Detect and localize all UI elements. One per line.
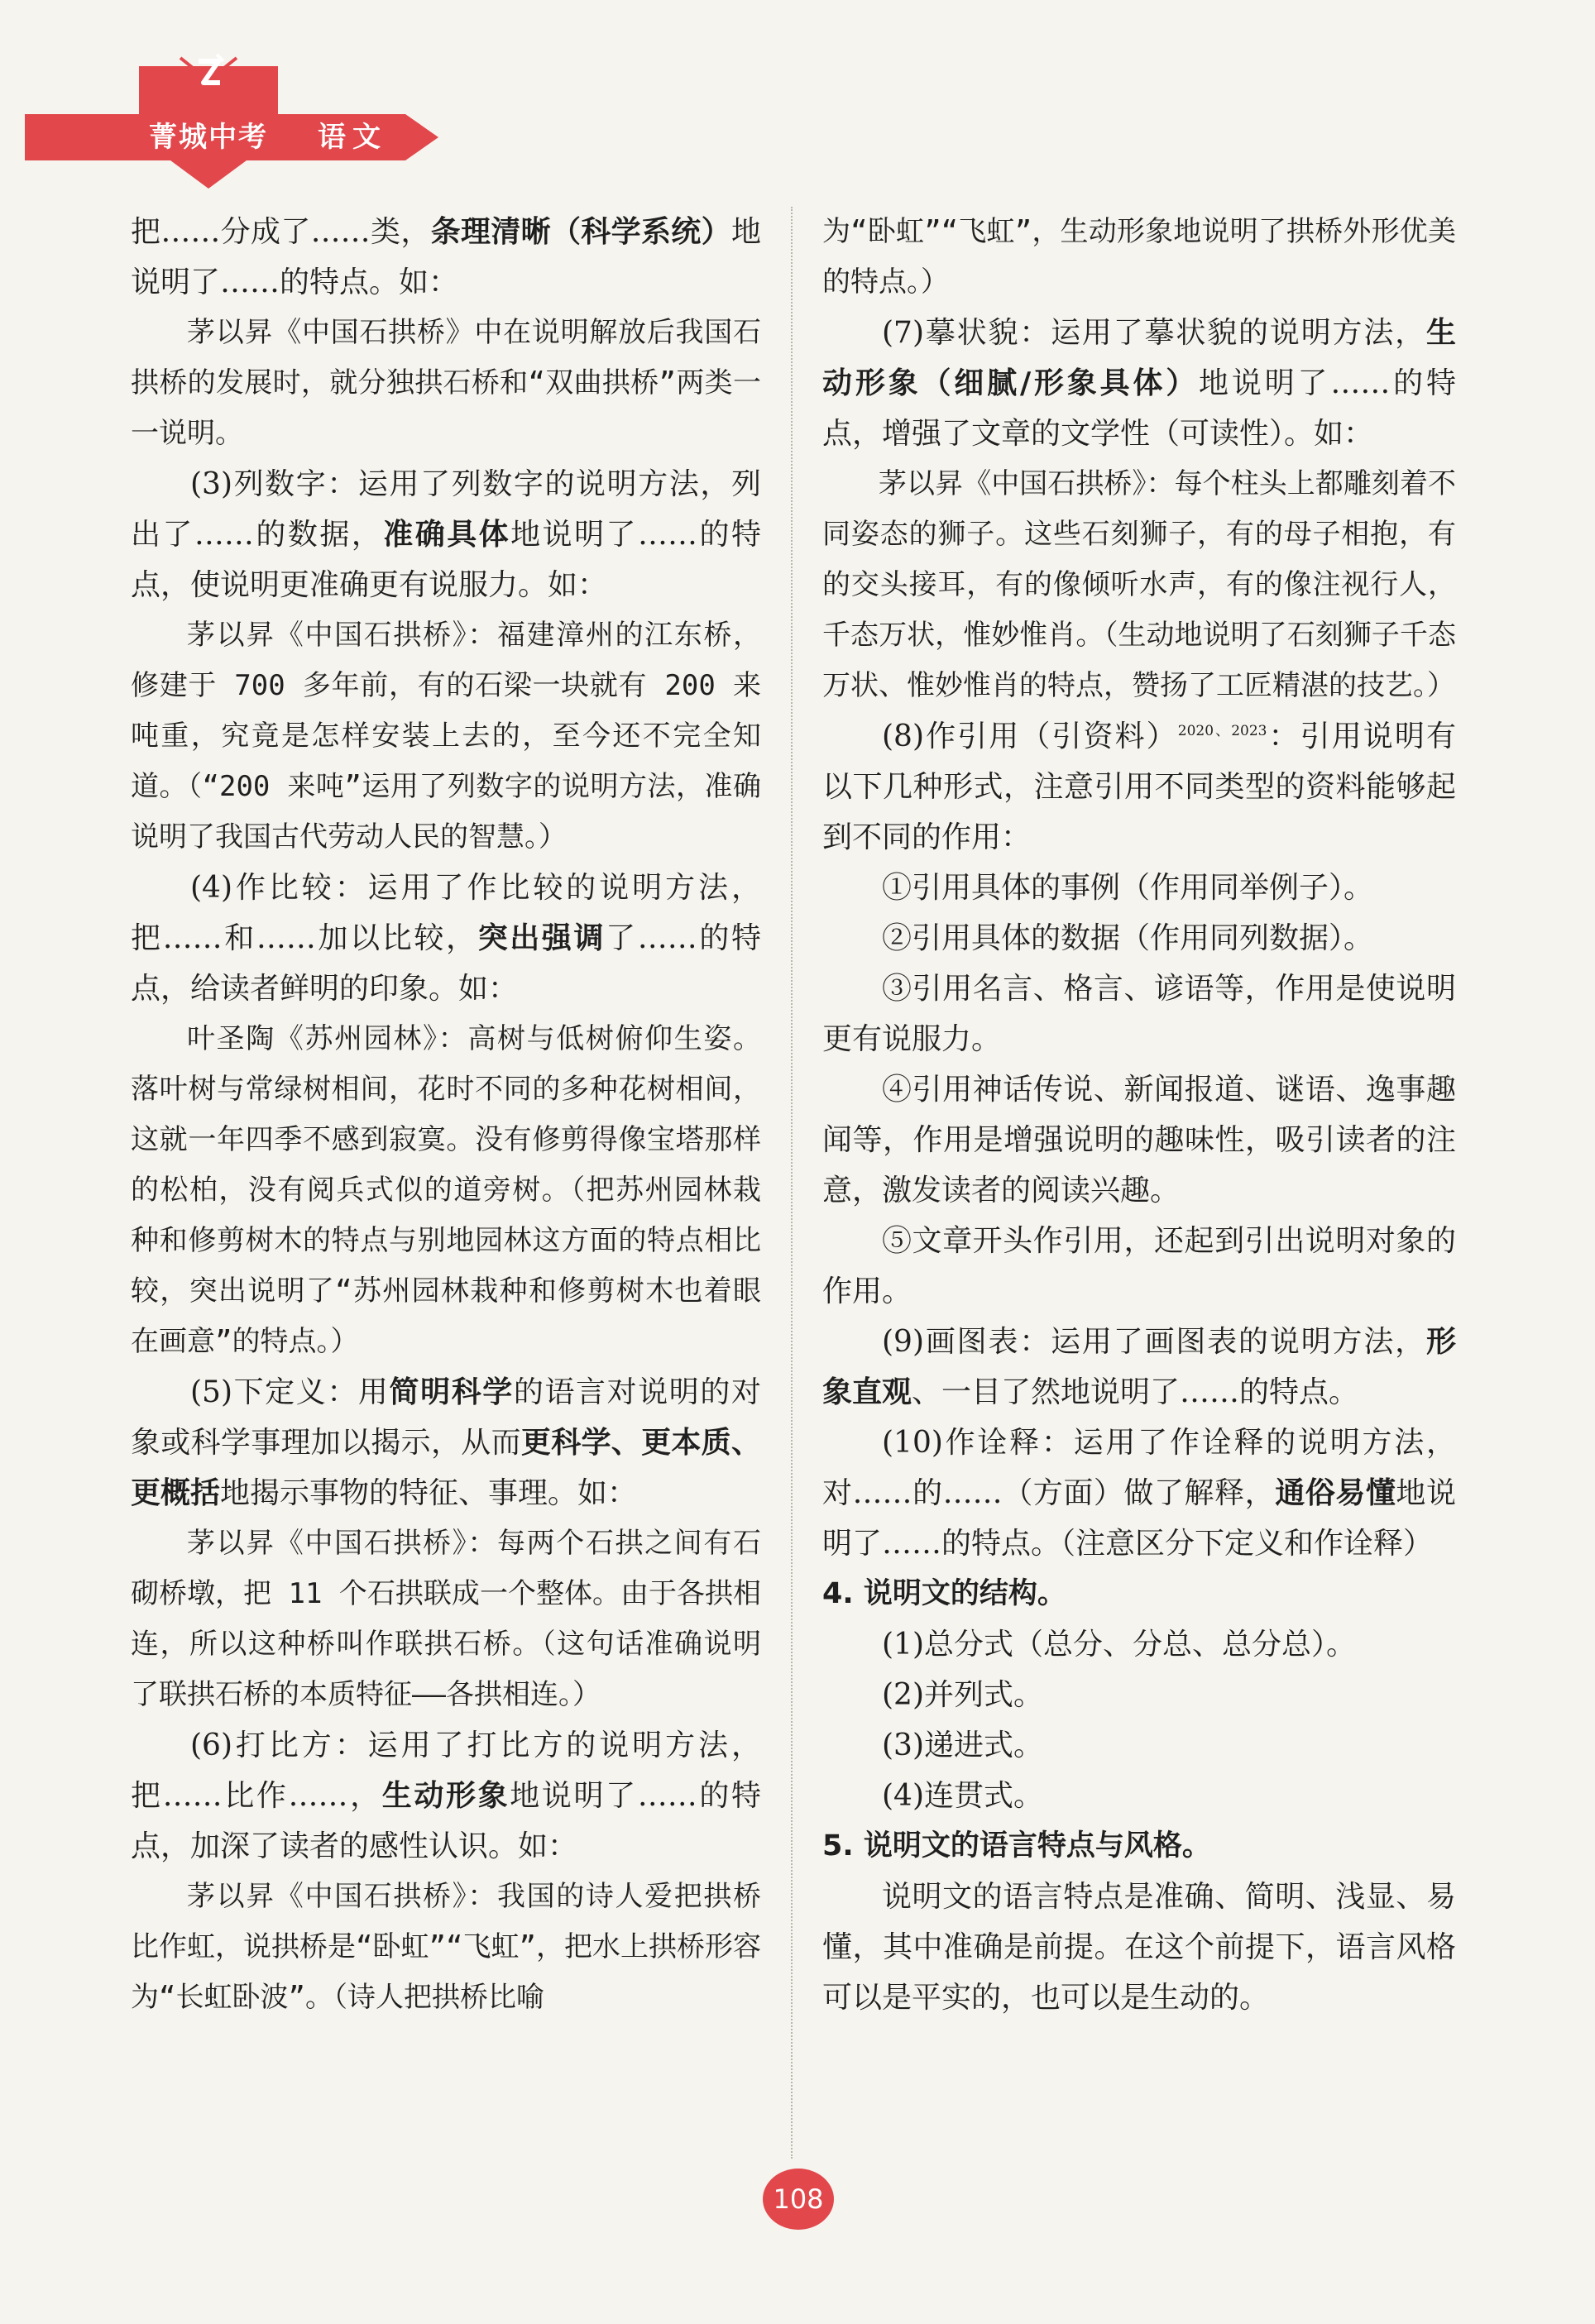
section-heading-structure: 4. 说明文的结构。 — [822, 1577, 1066, 1610]
method-classification-end: 把……分成了……类，条理清晰（科学系统）地说明了……的特点。如： — [131, 215, 761, 299]
example-comparison: 叶圣陶《苏州园林》：高树与低树俯仰生姿。落叶树与常绿树相间，花时不同的多种花树相间，这就一年四季不感到寂寞。没有修剪得像宝塔那样的松柏，没有阅兵式似的道旁树。（把苏州园林栽种和修剪树木的特点与别地园林这方面的特点相比较，突出说明了“苏州园林栽种和修剪树木也着眼在画意”的特点。） — [131, 1022, 761, 1358]
example-classification: 茅以昇《中国石拱桥》中在说明解放后我国石拱桥的发展时，就分独拱石桥和“双曲拱桥”两类一一说明。 — [131, 316, 761, 450]
example-definition: 茅以昇《中国石拱桥》：每两个石拱之间有石砌桥墩，把 11 个石拱联成一个整体。由于各拱相连，所以这种桥叫作联拱石桥。（这句话准确说明了联拱石桥的本质特征——各拱相连。） — [131, 1527, 761, 1711]
example-analogy-continued: 为“卧虹”“飞虹”，生动形象地说明了拱桥外形优美的特点。） — [822, 215, 1456, 299]
language-paragraph: 说明文的语言特点是准确、简明、浅显、易懂，其中准确是前提。在这个前提下，语言风格可以是平实的，也可以是生动的。 — [822, 1880, 1456, 2015]
structure-item-1: (1)总分式（总分、分总、总分总）。 — [882, 1628, 1356, 1662]
example-list-numbers: 茅以昇《中国石拱桥》：福建漳州的江东桥，修建于 700 多年前，有的石梁一块就有 200 来吨重，究竟是怎样安装上去的，至今还不完全知道。（“200 来吨”运用了列数字的说明方法，准确说明了我国古代劳动人民的智慧。） — [131, 619, 761, 854]
quotation-type-1: ①引用具体的事例（作用同举例子）。 — [882, 871, 1374, 905]
page-header — [0, 0, 1595, 215]
quotation-type-2: ②引用具体的数据（作用同列数据）。 — [882, 921, 1374, 955]
quotation-type-3: ③引用名言、格言、谚语等，作用是使说明更有说服力。 — [822, 972, 1456, 1056]
quotation-type-4: ④引用神话传说、新闻报道、谜语、逸事趣闻等，作用是增强说明的趣味性，吸引读者的注意，激发读者的阅读兴趣。 — [822, 1073, 1456, 1207]
exam-years: 2020、2023 — [1177, 723, 1267, 739]
quotation-type-5: ⑤文章开头作引用，还起到引出说明对象的作用。 — [822, 1224, 1456, 1308]
method-charts: (9)画图表：运用了画图表的说明方法，形象直观、一目了然地说明了……的特点。 — [822, 1325, 1456, 1409]
subject-label: 语文 — [318, 121, 387, 154]
column-divider — [791, 207, 793, 2159]
method-explanation: (10)作诠释：运用了作诠释的说明方法，对……的……（方面）做了解释，通俗易懂地说明了……的特点。（注意区分下定义和作诠释） — [822, 1426, 1456, 1561]
brand-name: 菁城中考 — [149, 121, 268, 154]
method-comparison: (4)作比较：运用了作比较的说明方法，把……和……加以比较，突出强调了……的特点，给读者鲜明的印象。如： — [131, 871, 761, 1006]
structure-item-4: (4)连贯式。 — [882, 1779, 1043, 1813]
example-description: 茅以昇《中国石拱桥》：每个柱头上都雕刻着不同姿态的狮子。这些石刻狮子，有的母子相抱，有的交头接耳，有的像倾听水声，有的像注视行人，千态万状，惟妙惟肖。（生动地说明了石刻狮子千态万状、惟妙惟肖的特点，赞扬了工匠精湛的技艺。） — [822, 467, 1456, 702]
method-list-numbers: (3)列数字：运用了列数字的说明方法，列出了……的数据，准确具体地说明了……的特点，使说明更准确更有说服力。如： — [131, 467, 761, 602]
section-heading-language: 5. 说明文的语言特点与风格。 — [822, 1829, 1211, 1863]
left-column — [131, 207, 761, 2023]
structure-item-3: (3)递进式。 — [882, 1729, 1043, 1762]
method-description: (7)摹状貌：运用了摹状貌的说明方法，生动形象（细腻/形象具体）地说明了……的特点，增强了文章的文学性（可读性）。如： — [822, 316, 1456, 451]
method-quotation: (8)作引用（引资料）$^{2020、2023}$：引用说明有以下几种形式，注意引用不同类型的资料能够起到不同的作用： — [822, 720, 1456, 854]
example-analogy: 茅以昇《中国石拱桥》：我国的诗人爱把拱桥比作虹，说拱桥是“卧虹”“飞虹”，把水上拱桥形容为“长虹卧波”。（诗人把拱桥比喻 — [131, 1880, 761, 2014]
pen-logo-icon — [175, 50, 242, 109]
structure-item-2: (2)并列式。 — [882, 1678, 1043, 1712]
right-column — [822, 207, 1456, 2023]
method-analogy: (6)打比方：运用了打比方的说明方法，把……比作……，生动形象地说明了……的特点，加深了读者的感性认识。如： — [131, 1729, 761, 1863]
page-number: 108 — [763, 2169, 834, 2230]
method-definition: (5)下定义：用简明科学的语言对说明的对象或科学事理加以揭示，从而更科学、更本质、更概括地揭示事物的特征、事理。如： — [131, 1375, 761, 1510]
